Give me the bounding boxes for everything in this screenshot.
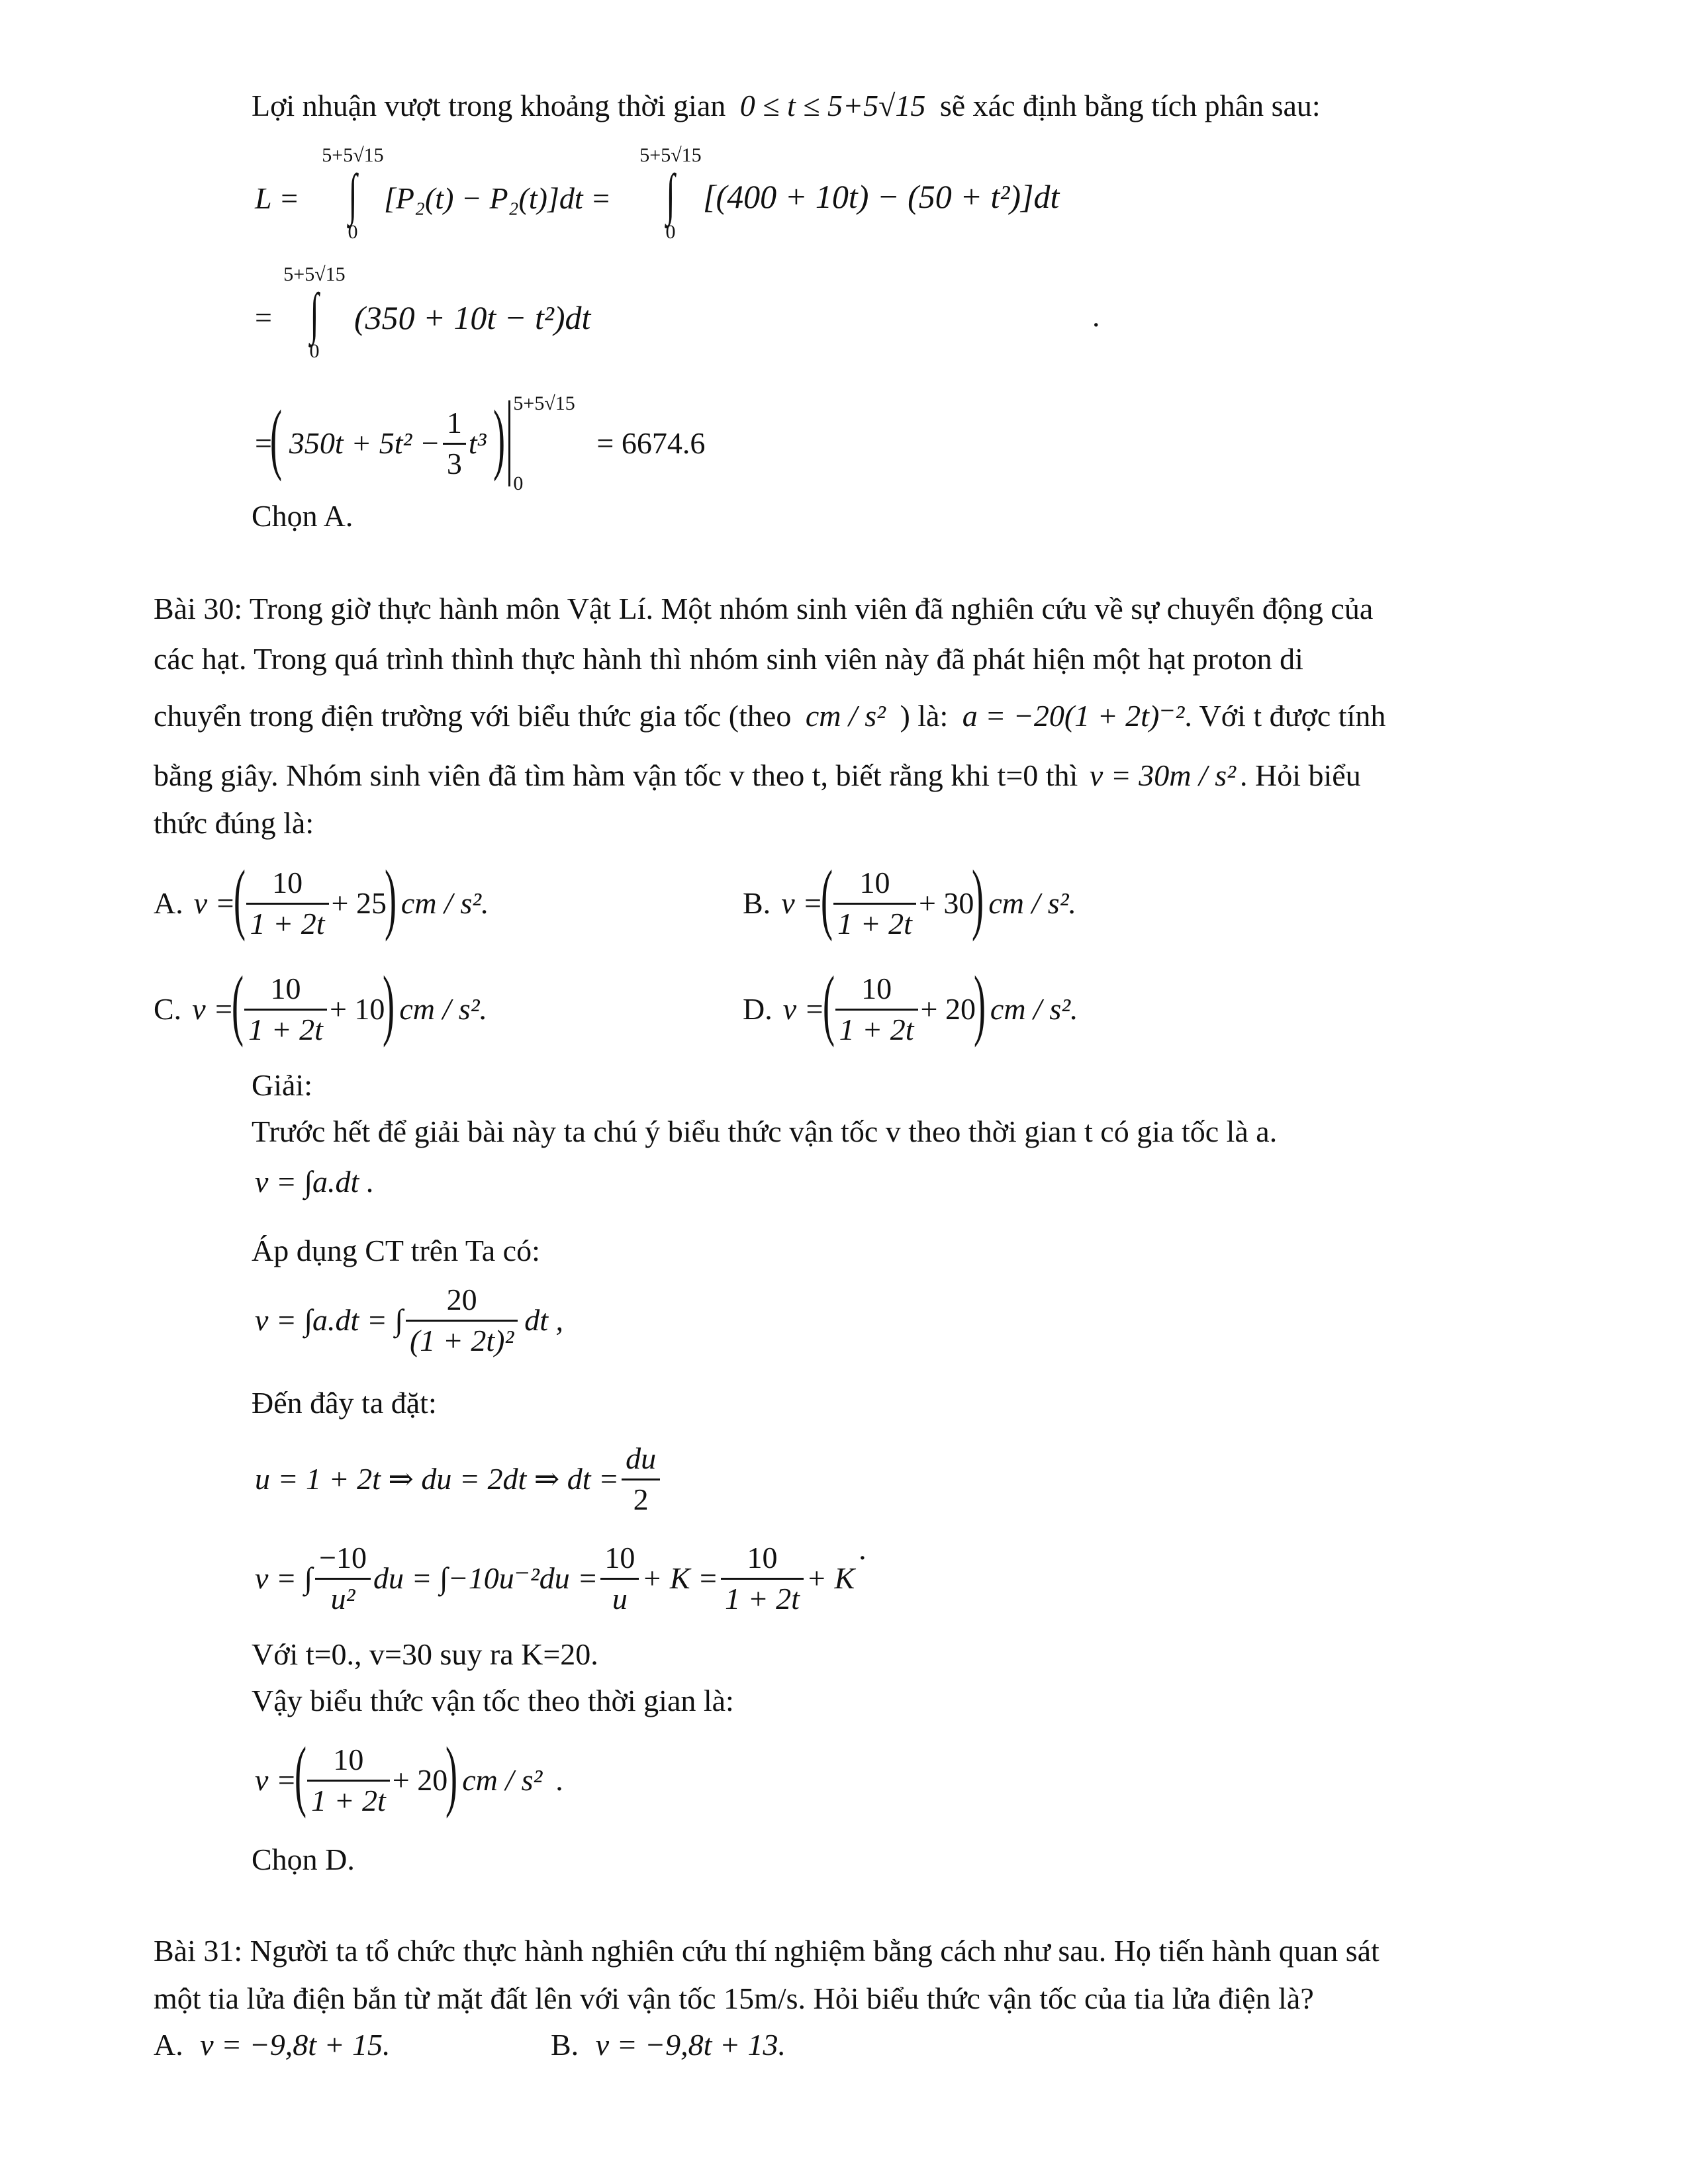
intro-suffix: sẽ xác định bằng tích phân sau:	[939, 89, 1321, 122]
eq2-a: v = ∫a.dt = ∫	[255, 1303, 403, 1338]
p30-line1: Bài 30: Trong giờ thực hành môn Vật Lí. Một nhóm sinh viên đã nghiên cứu về sự chuyển động của	[154, 592, 1374, 625]
frac-denominator: u²	[330, 1581, 355, 1615]
p30-line3-formula: a = −20(1 + 2t)⁻²	[962, 699, 1185, 733]
p30-line4-b: . Hỏi biểu	[1240, 758, 1361, 792]
calc-antideriv-b: t³	[468, 426, 487, 461]
calc-integrand-3: (350 + 10t − t²)dt	[354, 299, 591, 336]
option-add: + 20	[920, 992, 976, 1026]
option-label: B.	[743, 886, 771, 921]
sol30-eq3	[255, 1436, 663, 1522]
frac-numerator: 1	[443, 406, 466, 445]
p30-line2: các hạt. Trong quá trình thình thực hành thì nhóm sinh viên này đã phát hiện một hạt proton di	[154, 642, 1303, 676]
integral-2	[634, 146, 707, 242]
sol30-text1: Trước hết để giải bài này ta chú ý biểu thức vận tốc v theo thời gian t có gia tốc là a.	[252, 1115, 1278, 1148]
option-unit: cm / s².	[988, 886, 1076, 921]
frac-numerator: 10	[246, 866, 329, 905]
option-v: v =	[782, 992, 825, 1026]
option-label: C.	[154, 992, 182, 1026]
p31-option-b[interactable]	[551, 2025, 786, 2065]
p30-line3-unit: cm / s²	[805, 699, 886, 733]
right-paren-icon: )	[384, 854, 397, 942]
right-paren-icon: )	[973, 960, 986, 1048]
p31-line2: một tia lửa điện bắn từ mặt đất lên với vận tốc 15m/s. Hỏi biểu thức vận tốc của tia lửa điện là?	[154, 1981, 1314, 2015]
calc-line3	[255, 390, 705, 496]
eq4-frac2	[600, 1541, 639, 1615]
option-unit: cm / s².	[399, 992, 487, 1026]
calc-antideriv-a: 350t + 5t² −	[289, 426, 440, 461]
integral-3-lower: 0	[309, 340, 320, 362]
option-add: + 10	[329, 992, 385, 1026]
sol30-eq5	[255, 1731, 563, 1830]
frac-denominator: (1 + 2t)²	[409, 1323, 514, 1357]
frac-denominator: 1 + 2t	[839, 1012, 914, 1046]
eval-upper: 5+5√15	[513, 392, 575, 414]
eq5-unit: cm / s²	[462, 1763, 543, 1797]
calc-antideriv-frac	[443, 406, 466, 480]
frac-denominator: 2	[633, 1482, 649, 1516]
frac-denominator: 1 + 2t	[248, 1012, 323, 1046]
intro-interval: 0 ≤ t ≤ 5+5√15	[739, 89, 926, 122]
frac-denominator: 3	[446, 446, 462, 480]
p30-line3-a: chuyển trong điện trường với biểu thức gia tốc (theo	[154, 699, 792, 733]
frac-denominator: 1 + 2t	[250, 906, 325, 940]
option-unit: cm / s².	[990, 992, 1078, 1026]
intro-line	[252, 86, 1321, 126]
integral-3	[278, 265, 351, 361]
frac-numerator: 10	[835, 972, 918, 1011]
option-formula: v = −9,8t + 15.	[200, 2028, 391, 2062]
eq4-frac3	[721, 1541, 804, 1615]
eq4-b: du = ∫−10u⁻²du =	[373, 1561, 598, 1596]
sol30-heading: Giải:	[252, 1068, 312, 1102]
integral-sign-icon: ∫	[310, 281, 319, 345]
option-v: v =	[193, 886, 236, 921]
eq2-frac	[406, 1283, 518, 1357]
sol30-eq2	[255, 1277, 563, 1363]
integral-1-lower: 0	[348, 221, 358, 243]
frac-numerator: 10	[600, 1541, 639, 1580]
eq5-v: v =	[255, 1763, 297, 1797]
eq2-b: dt ,	[524, 1303, 564, 1338]
eval-lower: 0	[513, 473, 524, 494]
calc-L-lhs: L =	[255, 181, 300, 215]
integral-sign-icon: ∫	[348, 162, 357, 226]
integral-2-upper: 5+5√15	[639, 144, 702, 166]
calc-line2-eq: =	[255, 300, 272, 334]
calc-line3-eq: =	[255, 426, 272, 461]
eq5-dot: .	[555, 1763, 563, 1797]
frac-denominator: u	[612, 1581, 628, 1615]
eq4-a: v = ∫	[255, 1561, 313, 1596]
integral-2-lower: 0	[665, 221, 676, 243]
sol30-text3: Đến đây ta đặt:	[252, 1386, 437, 1420]
p30-line3-c: . Với t được tính	[1184, 699, 1386, 733]
left-paren-icon: (	[294, 1731, 306, 1819]
sol30-eq1: v = ∫a.dt .	[255, 1165, 375, 1199]
p30-line4	[154, 756, 1361, 796]
left-paren-icon: (	[232, 960, 244, 1048]
p31-option-a[interactable]	[154, 2025, 391, 2065]
integral-3-upper: 5+5√15	[283, 263, 346, 285]
option-formula: v = −9,8t + 13.	[595, 2028, 786, 2062]
sol30-eq4	[255, 1532, 867, 1621]
p30-line5: thức đúng là:	[154, 806, 314, 840]
right-paren-icon: )	[493, 394, 506, 482]
calc-choice: Chọn A.	[252, 499, 353, 533]
calc-line2-dot: .	[1092, 299, 1100, 333]
intro-prefix: Lợi nhuận vượt trong khoảng thời gian	[252, 89, 726, 122]
p30-line3	[154, 696, 1385, 736]
left-paren-icon: (	[233, 854, 246, 942]
option-add: + 30	[918, 886, 974, 921]
eval-limits	[510, 390, 603, 496]
integral-1-upper: 5+5√15	[322, 144, 384, 166]
frac-numerator: 10	[244, 972, 327, 1011]
right-paren-icon: )	[383, 960, 395, 1048]
left-paren-icon: (	[269, 394, 282, 482]
option-frac	[835, 972, 918, 1046]
option-frac	[833, 866, 916, 940]
p30-option-d[interactable]	[743, 960, 1078, 1059]
calc-integrand-1: [P₂(t) − P₂(t)]dt =	[384, 181, 612, 215]
right-paren-icon: )	[445, 1731, 458, 1819]
eq4-frac1	[315, 1541, 371, 1615]
sol30-text4: Với t=0., v=30 suy ra K=20.	[252, 1637, 598, 1671]
frac-numerator: 20	[406, 1283, 518, 1322]
left-paren-icon: (	[822, 960, 835, 1048]
eq4-d: + K	[806, 1561, 855, 1596]
calc-integrand-2: [(400 + 10t) − (50 + t²)]dt	[703, 178, 1060, 215]
eq3-frac	[622, 1442, 660, 1516]
frac-denominator: 1 + 2t	[310, 1783, 386, 1817]
frac-numerator: 10	[833, 866, 916, 905]
p30-option-b[interactable]	[743, 854, 1076, 953]
integral-1	[316, 146, 389, 242]
frac-numerator: −10	[315, 1541, 371, 1580]
left-paren-icon: (	[821, 854, 833, 942]
sol30-choice: Chọn D.	[252, 1843, 355, 1876]
option-label: A.	[154, 2028, 183, 2062]
calc-result: = 6674.6	[596, 426, 706, 461]
eq5-add: + 20	[392, 1763, 448, 1797]
integral-sign-icon: ∫	[666, 162, 675, 226]
p30-line4-a: bằng giây. Nhóm sinh viên đã tìm hàm vận tốc v theo t, biết rằng khi t=0 thì	[154, 758, 1078, 792]
frac-denominator: 1 + 2t	[725, 1581, 800, 1615]
frac-numerator: du	[622, 1442, 660, 1480]
right-paren-icon: )	[972, 854, 984, 942]
option-label: D.	[743, 992, 773, 1026]
option-unit: cm / s².	[400, 886, 489, 921]
option-v: v =	[781, 886, 823, 921]
option-label: B.	[551, 2028, 579, 2062]
frac-numerator: 10	[307, 1743, 390, 1782]
p30-line3-b: ) là:	[900, 699, 949, 733]
eq4-c: + K =	[641, 1561, 719, 1596]
option-v: v =	[192, 992, 234, 1026]
option-frac	[246, 866, 329, 940]
sol30-text2: Áp dụng CT trên Ta có:	[252, 1234, 540, 1267]
eq5-frac	[307, 1743, 390, 1817]
p31-line1: Bài 31: Người ta tổ chức thực hành nghiên cứu thí nghiệm bằng cách như sau. Họ tiến hành quan sát	[154, 1934, 1380, 1968]
option-label: A.	[154, 886, 183, 921]
eq4-dot: .	[859, 1532, 867, 1567]
frac-denominator: 1 + 2t	[837, 906, 912, 940]
p30-option-a[interactable]	[154, 854, 489, 953]
sol30-text5: Vậy biểu thức vận tốc theo thời gian là:	[252, 1684, 734, 1717]
p30-option-c[interactable]	[154, 960, 487, 1059]
p30-line4-formula: v = 30m / s²	[1089, 758, 1236, 792]
option-add: + 25	[331, 886, 387, 921]
frac-numerator: 10	[721, 1541, 804, 1580]
option-frac	[244, 972, 327, 1046]
eq3-a: u = 1 + 2t ⇒ du = 2dt ⇒ dt =	[255, 1462, 620, 1496]
